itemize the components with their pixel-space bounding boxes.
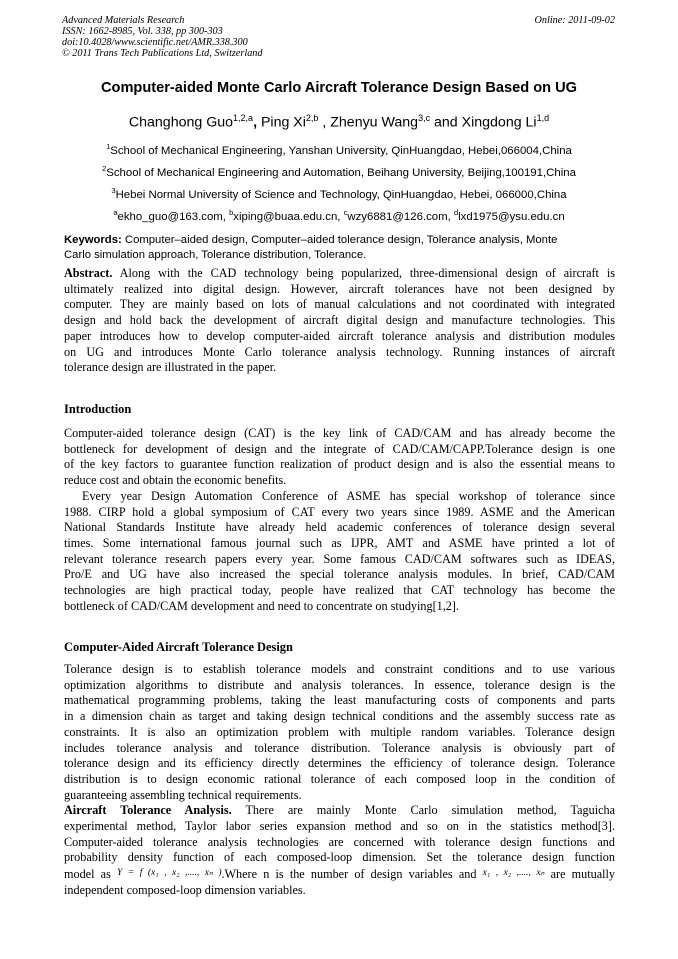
text-line: probability density function of each composed-loop dimension. Set the tolerance design function xyxy=(64,850,615,865)
text-line: in a dimension chain as target and taking design technical conditions and the assembly success rate as xyxy=(64,709,615,724)
text-line: distribution is to design economic rational tolerance of each composed loop in the condition of xyxy=(64,771,615,786)
text-line: Every year Design Automation Conference of ASME has special workshop of tolerance since xyxy=(82,488,615,503)
text-line: technologies are high practical today, people have realized that CAT technology has become the xyxy=(64,583,615,598)
text-line: bottleneck for development of design and the integrate of CAD/CAM/CAPP.Tolerance design is one xyxy=(64,441,615,456)
author-name: Zhenyu Wang xyxy=(330,114,419,131)
paper-title: Computer-aided Monte Carlo Aircraft Tolerance Design Based on UG xyxy=(101,80,577,96)
text-line: times. Some international famous journal such as IJPR, AMT and ASME have printed a lot of xyxy=(64,535,615,550)
author-list xyxy=(40,113,638,131)
author-name: Xingdong Li xyxy=(461,114,537,131)
affiliation-text: School of Mechanical Engineering and Automation, Beihang University, Beijing,100191,China xyxy=(106,166,576,179)
abstract-line: ultimately realized into digital design. However, aircraft tolerances have not been designed by xyxy=(64,281,615,296)
abstract-line: paper introduces how to develop computer-aided aircraft tolerance analysis and distribution modules xyxy=(64,328,615,343)
affiliation-sup: 1 xyxy=(106,142,111,151)
text-line: optimization algorithms to distribute and analysis tolerances. In essence, tolerance design is the xyxy=(64,677,615,692)
author-sup: 3,c xyxy=(418,113,431,123)
section-heading: Introduction xyxy=(64,402,132,416)
text-line: Pro/E and UG have also increased the special tolerance analysis modules. In brief, CAD/CAM xyxy=(64,567,615,582)
abstract-line: on UG and introduces Monte Carlo tolerance analysis technology. Running instances of aircraft xyxy=(64,344,615,359)
email-link[interactable]: lxd1975@ysu.edu.cn xyxy=(458,210,565,223)
email-sup: c xyxy=(343,208,348,217)
email-link[interactable]: wzy6881@126.com, xyxy=(347,210,454,223)
text-line xyxy=(64,866,615,883)
text-run: There are mainly Monte Carlo simulation method, Taguicha xyxy=(231,803,615,818)
journal-header xyxy=(62,15,262,59)
affiliation-text: Hebei Normal University of Science and Technology, QinHuangdao, Hebei, 066000,China xyxy=(115,188,567,201)
abstract-line: tolerance design are illustrated in the paper. xyxy=(64,360,277,375)
abstract-label: Abstract. xyxy=(64,266,113,280)
journal-name: Advanced Materials Research xyxy=(62,15,185,26)
issn: ISSN: 1662-8985, Vol. 338, pp 300-303 xyxy=(62,26,223,37)
author-sup: 1,d xyxy=(536,113,550,123)
keywords xyxy=(64,233,616,263)
text-line: Computer-aided tolerance analysis technologies are concerned with tolerance design functions and xyxy=(64,834,615,849)
email-link[interactable]: xiping@buaa.edu.cn, xyxy=(233,210,344,223)
text-line: constraints. It is also an optimization problem with multiple random variables. Tolerance design xyxy=(64,724,615,739)
text-line: includes tolerance analysis and tolerance distribution. Tolerance analysis is obviously part of xyxy=(64,740,615,755)
text-line: bottleneck of CAD/CAM development and need to concentrate on studying[1,2]. xyxy=(64,598,459,613)
formula: x₁ , x₂ ,...., xₙ xyxy=(482,868,545,879)
affiliation-text: School of Mechanical Engineering, Yanshan University, QinHuangdao, Hebei,066004,China xyxy=(110,144,572,157)
text-line: experimental method, Taylor labor series expansion method and so on in the statistics method[3]. xyxy=(64,819,615,834)
author-sup: 1,2,a xyxy=(233,113,254,123)
text-run: are mutually xyxy=(544,867,615,882)
keywords-text: Carlo simulation approach, Tolerance distribution, Tolerance. xyxy=(64,249,367,261)
abstract-line: design and hold back the development of aircraft digital design and manufacture technologies. This xyxy=(64,313,615,328)
email-list xyxy=(20,206,658,224)
text-run: .Where n is the number of design variables and xyxy=(221,867,483,882)
email-sup: a xyxy=(113,208,118,217)
text-line: mathematical programming problems, taking the least manufacturing costs of components and parts xyxy=(64,693,615,708)
email-sup: b xyxy=(229,208,234,217)
author-sep: and xyxy=(430,114,462,131)
doi: doi:10.4028/www.scientific.net/AMR.338.300 xyxy=(62,37,248,48)
author-sep: , xyxy=(318,114,331,131)
affiliation-sup: 2 xyxy=(102,164,107,173)
text-line: relevant tolerance research papers every year. Some famous CAD/CAM softwares such as IDEAS, xyxy=(64,551,615,566)
keywords-label: Keywords: xyxy=(64,234,122,246)
copyright: © 2011 Trans Tech Publications Ltd, Switzerland xyxy=(62,48,263,59)
email-sup: d xyxy=(453,208,459,217)
affiliation-sup: 3 xyxy=(111,186,116,195)
text-line: tolerance design and its efficiency directly determines the efficiency of tolerance design. Tolerance xyxy=(64,756,615,771)
text-line: Tolerance design is to establish tolerance models and constraint conditions and to use various xyxy=(64,662,615,676)
affiliation xyxy=(20,184,658,202)
affiliation xyxy=(20,162,658,180)
abstract-text: Along with the CAD technology being popularized, three-dimensional design of aircraft is xyxy=(112,266,615,280)
formula: Y = f (x₁ , x₂ ,...., xₙ ) xyxy=(117,868,222,879)
text-line xyxy=(64,803,615,819)
email-link[interactable]: ekho_guo@163.com, xyxy=(117,210,230,223)
text-line: independent composed-loop dimension variables. xyxy=(64,882,306,897)
tolerance-design-paragraph xyxy=(64,662,615,899)
text-line: Computer-aided tolerance design (CAT) is the key link of CAD/CAM and has already become the xyxy=(64,426,615,440)
abstract-line xyxy=(64,266,615,282)
author-sep: , xyxy=(253,114,261,131)
online-date: Online: 2011-09-02 xyxy=(534,15,615,26)
abstract-line: computer. They are mainly based on lots of manual calculations and not coordinated with integrated xyxy=(64,297,615,312)
affiliation xyxy=(20,140,658,158)
text-line: of the key factors to guarantee function realization of product design and is also the essential means to xyxy=(64,457,615,472)
author-sup: 2,b xyxy=(305,113,319,123)
text-line: reduce cost and obtain the economic benefits. xyxy=(64,473,287,488)
run-in-heading: Aircraft Tolerance Analysis. xyxy=(64,803,232,818)
text-line: National Standards Institute have already held academic conferences of tolerance design several xyxy=(64,520,615,535)
section-heading: Computer-Aided Aircraft Tolerance Design xyxy=(64,640,293,654)
text-run: model as xyxy=(64,867,117,882)
intro-paragraph xyxy=(64,426,615,614)
text-line: guaranteeing assembling technical requirements. xyxy=(64,787,302,802)
keywords-text: Computer–aided design, Computer–aided tolerance design, Tolerance analysis, Monte xyxy=(121,234,558,246)
author-name: Ping Xi xyxy=(260,114,306,131)
text-line: 1988. CIRP hold a global symposium of CAT every two years since 1989. ASME and the American xyxy=(64,504,615,519)
author-name: Changhong Guo xyxy=(128,114,234,131)
abstract xyxy=(64,266,615,376)
